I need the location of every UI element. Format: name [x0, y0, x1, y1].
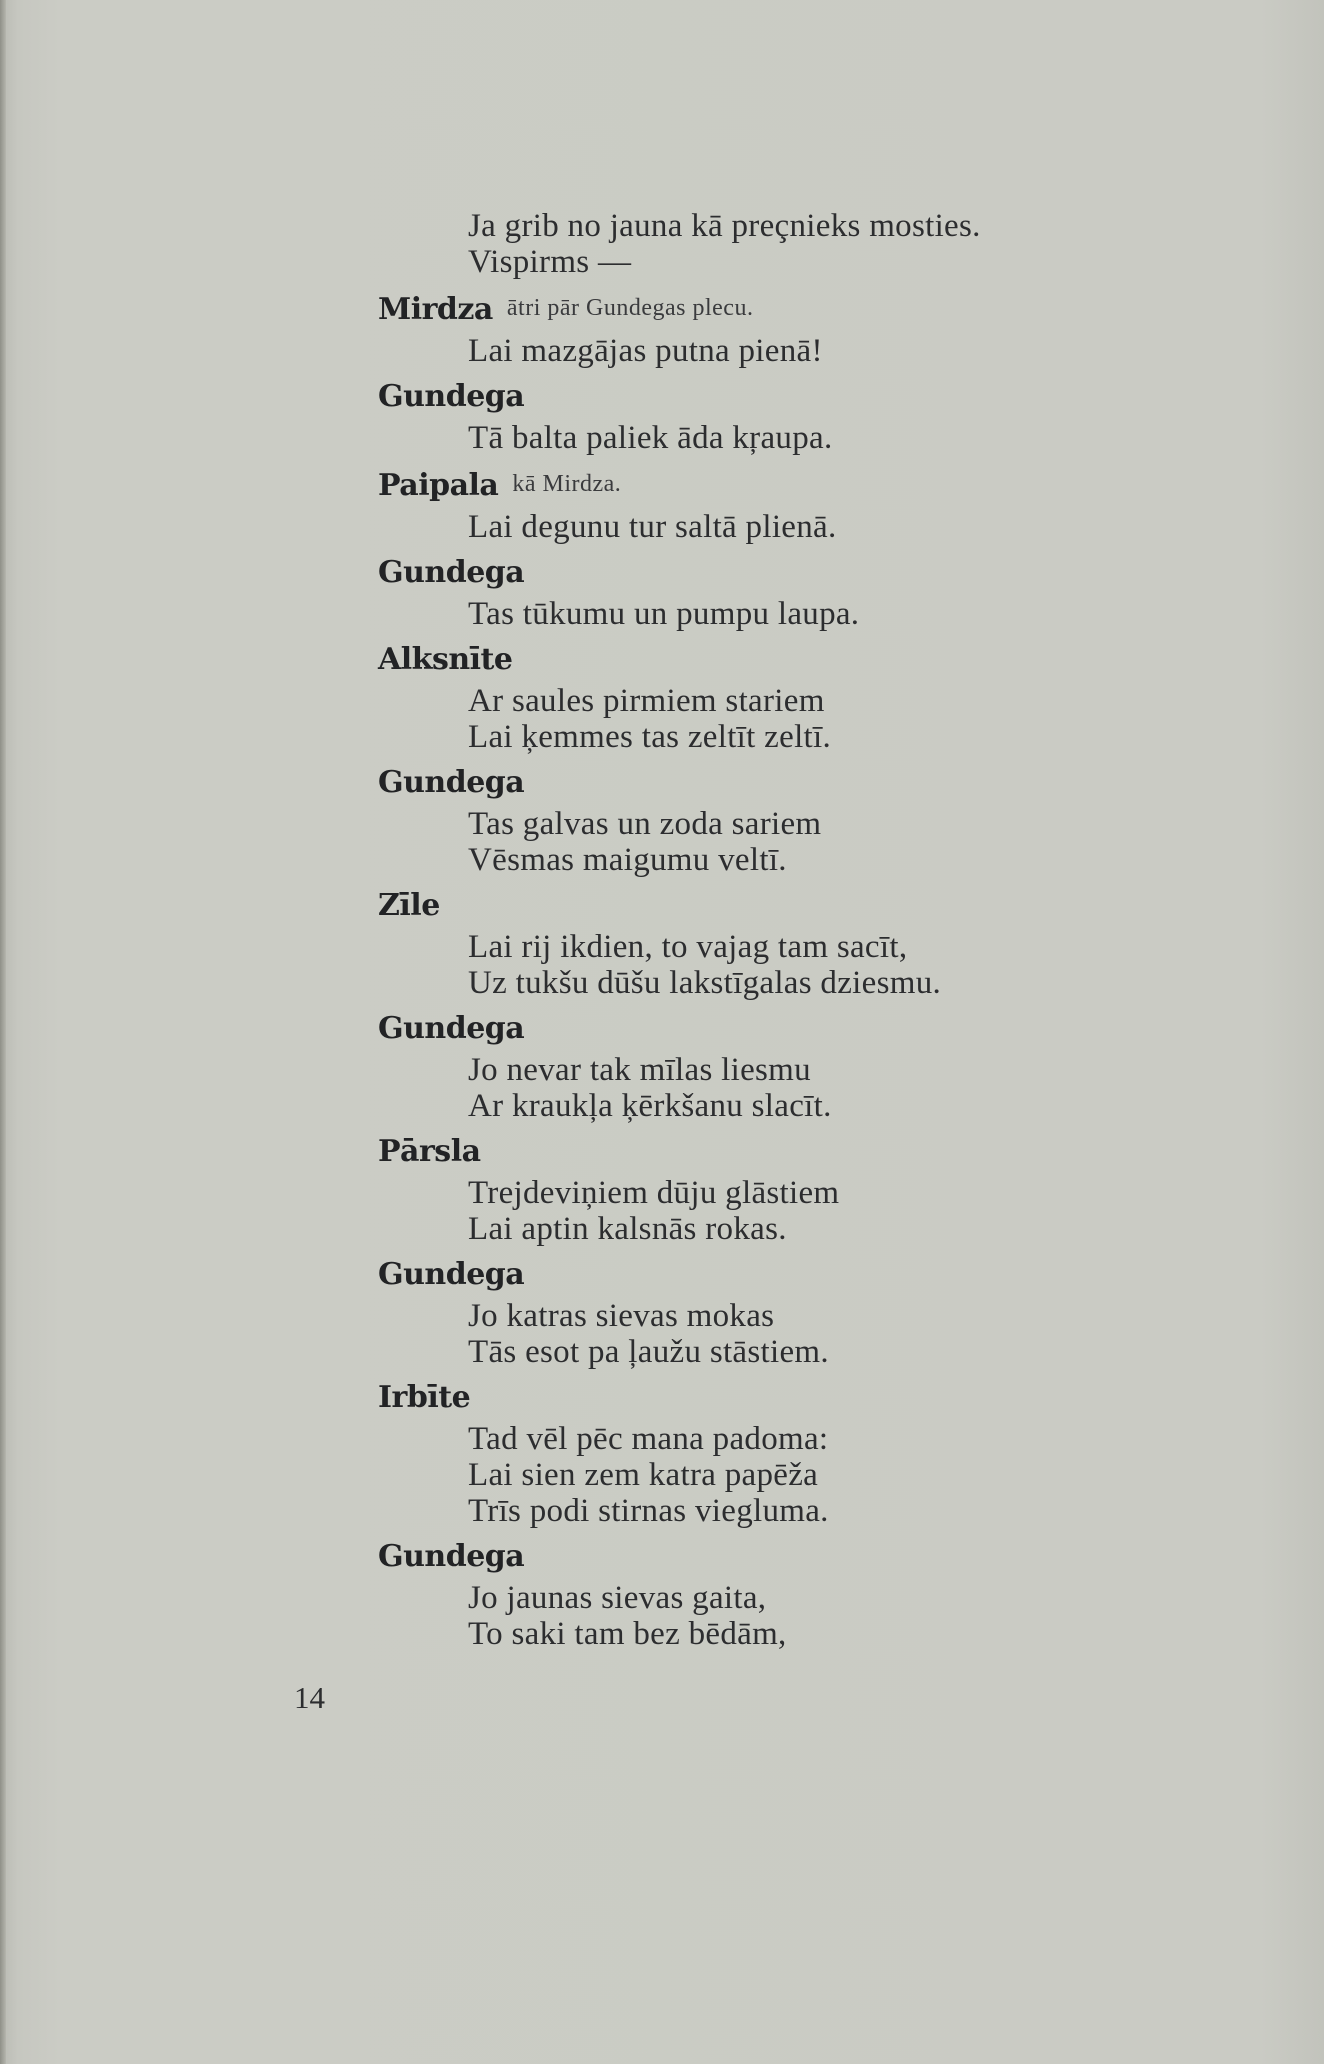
speaker-row	[378, 1134, 1198, 1175]
speaker-row	[378, 1380, 1198, 1421]
speaker-row	[378, 1011, 1198, 1052]
verse-line: Lai ķemmes tas zeltīt zeltī.	[468, 719, 832, 755]
verse-line: Vispirms —	[468, 244, 632, 280]
speaker-row	[378, 765, 1198, 806]
speaker-row	[378, 888, 1198, 929]
speaker-row	[378, 1257, 1198, 1298]
book-spine-edge	[0, 0, 6, 2064]
dialogue-block	[378, 642, 1198, 755]
verse-line: Lai degunu tur saltā plienā.	[468, 509, 837, 545]
speaker-name: Gundega	[378, 1539, 525, 1574]
speaker-name: Alksnīte	[378, 642, 513, 677]
speaker-name: Gundega	[378, 765, 525, 800]
page-number: 14	[294, 1680, 325, 1715]
verse-line: Tā balta paliek āda kŗaupa.	[468, 420, 833, 456]
verse-line: Jo nevar tak mīlas liesmu	[468, 1052, 811, 1088]
speaker-row	[378, 642, 1198, 683]
dialogue-block	[378, 379, 1198, 456]
speaker-row	[378, 1539, 1198, 1580]
speaker-name: Gundega	[378, 379, 525, 414]
verse-line: Lai aptin kalsnās rokas.	[468, 1211, 787, 1247]
dialogue-block	[378, 1134, 1198, 1247]
verse-line: Ja grib no jauna kā preçnieks mosties.	[468, 208, 981, 244]
speaker-name: Gundega	[378, 1011, 525, 1046]
verse-line: Lai sien zem katra papēža	[468, 1457, 819, 1493]
speaker-row	[378, 290, 1198, 333]
verse-line: Ar saules pirmiem stariem	[468, 683, 825, 719]
dialogue-block	[378, 765, 1198, 878]
verse-line: Jo jaunas sievas gaita,	[468, 1580, 767, 1616]
dialogue-block	[378, 1539, 1198, 1652]
speaker-row	[378, 466, 1198, 509]
verse-line: Uz tukšu dūšu lakstīgalas dziesmu.	[468, 965, 942, 1001]
speaker-name: Gundega	[378, 1257, 525, 1292]
verse-line: Lai rij ikdien, to vajag tam sacīt,	[468, 929, 908, 965]
speaker-name: Paipala	[378, 468, 499, 503]
dialogue-block	[378, 1011, 1198, 1124]
dialogue-block	[378, 1257, 1198, 1370]
verse-line: Ar kraukļa ķērkšanu slacīt.	[468, 1088, 832, 1124]
dialogue-block	[378, 290, 1198, 369]
verse-line: Tās esot pa ļaužu stāstiem.	[468, 1334, 829, 1370]
verse-line: Trejdeviņiem dūju glāstiem	[468, 1175, 840, 1211]
speaker-row	[378, 379, 1198, 420]
verse-line: To saki tam bez bēdām,	[468, 1616, 787, 1652]
dialogue-block	[378, 888, 1198, 1001]
speaker-name: Mirdza	[378, 292, 493, 327]
speaker-name: Irbīte	[378, 1380, 471, 1415]
speaker-name: Zīle	[378, 888, 440, 923]
verse-line: Lai mazgājas putna pienā!	[468, 333, 823, 369]
verse-line: Vēsmas maigumu veltī.	[468, 842, 787, 878]
verse-line: Jo katras sievas mokas	[468, 1298, 775, 1334]
speaker-name: Pārsla	[378, 1134, 481, 1169]
dialogue-block	[378, 466, 1198, 545]
verse-line: Tas tūkumu un pumpu laupa.	[468, 596, 860, 632]
verse-line: Tas galvas un zoda sariem	[468, 806, 822, 842]
speaker-name: Gundega	[378, 555, 525, 590]
dialogue-block	[378, 1380, 1198, 1529]
verse-line: Tad vēl pēc mana padoma:	[468, 1421, 829, 1457]
play-text	[378, 208, 1198, 1652]
speaker-row	[378, 555, 1198, 596]
verse-line: Trīs podi stirnas viegluma.	[468, 1493, 829, 1529]
stage-direction: kā Mirdza.	[512, 471, 622, 497]
stage-direction: ātri pār Gundegas plecu.	[506, 295, 754, 321]
dialogue-block	[378, 208, 1198, 280]
dialogue-block	[378, 555, 1198, 632]
